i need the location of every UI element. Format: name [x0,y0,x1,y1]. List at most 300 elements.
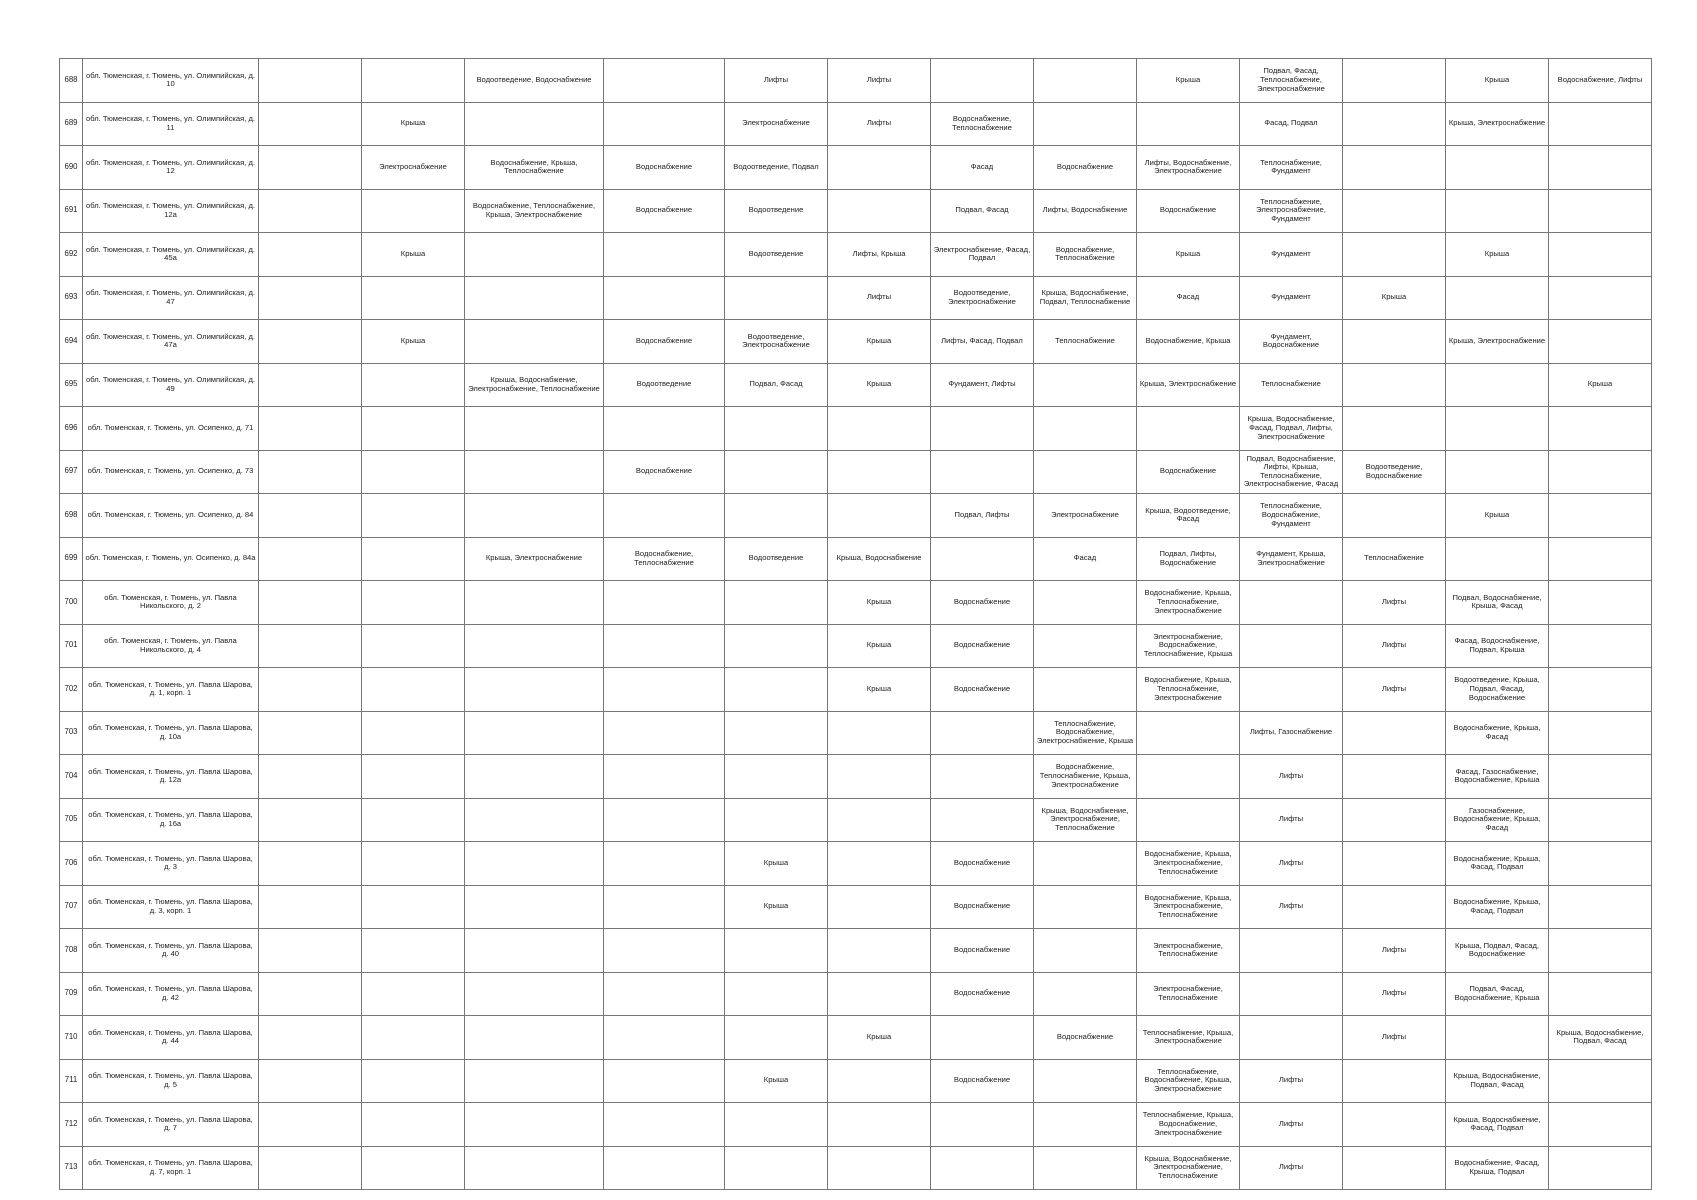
table-row [60,1103,1652,1147]
work-type-cell: Крыша, Подвал, Фасад, Водоснабжение [1446,929,1549,973]
work-type-cell: Теплоснабжение, Водоснабжение, Фундамент [1240,494,1343,538]
work-type-cell [465,842,604,886]
work-type-cell [465,320,604,364]
work-type-cell [931,450,1034,494]
work-type-cell [1137,407,1240,451]
work-type-cell: Электроснабжение [362,146,465,190]
work-type-cell: Теплоснабжение, Водоснабжение, Крыша, Электроснабжение [1137,1059,1240,1103]
work-type-cell [1549,1103,1652,1147]
row-number-cell: 704 [60,755,83,799]
row-number-cell: 693 [60,276,83,320]
work-type-cell [1549,1146,1652,1190]
work-type-cell [259,929,362,973]
table-row [60,624,1652,668]
work-type-cell [1034,59,1137,103]
work-type-cell: Крыша [362,320,465,364]
work-type-cell: Крыша [1446,59,1549,103]
table-row [60,407,1652,451]
address-cell: обл. Тюменская, г. Тюмень, ул. Олимпийская, д. 47 [83,276,259,320]
work-type-cell: Теплоснабжение [1034,320,1137,364]
work-type-cell [259,1146,362,1190]
address-cell: обл. Тюменская, г. Тюмень, ул. Осипенко, д. 73 [83,450,259,494]
work-type-cell: Крыша, Электроснабжение [1446,102,1549,146]
work-type-cell [362,711,465,755]
row-number-cell: 713 [60,1146,83,1190]
work-type-cell: Водоотведение, Электроснабжение [725,320,828,364]
work-type-cell [465,233,604,277]
work-type-cell [725,755,828,799]
work-type-cell [1034,407,1137,451]
work-type-cell: Водоотведение, Электроснабжение [931,276,1034,320]
row-number-cell: 703 [60,711,83,755]
work-type-cell [1034,102,1137,146]
work-type-cell [725,407,828,451]
work-type-cell: Водоснабжение [931,624,1034,668]
work-type-cell [1137,755,1240,799]
work-type-cell [362,798,465,842]
work-type-cell [465,102,604,146]
work-type-cell [725,711,828,755]
work-type-cell [1343,1146,1446,1190]
work-type-cell [465,581,604,625]
work-type-cell [1343,146,1446,190]
work-type-cell [259,972,362,1016]
work-type-cell: Крыша, Водоснабжение, Подвал, Фасад [1446,1059,1549,1103]
work-type-cell [828,798,931,842]
work-type-cell [931,407,1034,451]
row-number-cell: 698 [60,494,83,538]
work-type-cell: Фундамент [1240,276,1343,320]
work-type-cell [1549,842,1652,886]
address-cell: обл. Тюменская, г. Тюмень, ул. Павла Шарова, д. 42 [83,972,259,1016]
row-number-cell: 689 [60,102,83,146]
address-cell: обл. Тюменская, г. Тюмень, ул. Павла Никольского, д. 2 [83,581,259,625]
row-number-cell: 705 [60,798,83,842]
work-type-cell: Крыша, Водоснабжение, Подвал, Теплоснабжение [1034,276,1137,320]
work-type-cell [604,842,725,886]
work-type-cell: Лифты, Газоснабжение [1240,711,1343,755]
work-type-cell [1343,363,1446,407]
work-type-cell [362,972,465,1016]
work-type-cell [1343,1059,1446,1103]
address-cell: обл. Тюменская, г. Тюмень, ул. Павла Шарова, д. 44 [83,1016,259,1060]
table-row [60,929,1652,973]
work-type-cell [828,1103,931,1147]
work-type-cell [828,711,931,755]
work-type-cell [362,755,465,799]
work-type-cell [259,798,362,842]
work-type-cell: Водоснабжение, Теплоснабжение [931,102,1034,146]
work-type-cell [259,624,362,668]
work-type-cell: Лифты [1240,798,1343,842]
work-type-cell [259,1103,362,1147]
work-type-cell [465,1059,604,1103]
work-type-cell: Электроснабжение, Фасад, Подвал [931,233,1034,277]
work-type-cell [604,233,725,277]
row-number-cell: 691 [60,189,83,233]
work-type-cell [465,929,604,973]
work-type-cell: Крыша, Водоснабжение, Фасад, Подвал [1446,1103,1549,1147]
work-type-cell [259,407,362,451]
work-type-cell: Лифты [1240,842,1343,886]
work-type-cell [1549,929,1652,973]
work-type-cell [1446,276,1549,320]
work-type-cell [725,1146,828,1190]
work-type-cell [604,276,725,320]
address-cell: обл. Тюменская, г. Тюмень, ул. Павла Никольского, д. 4 [83,624,259,668]
address-cell: обл. Тюменская, г. Тюмень, ул. Олимпийская, д. 12 [83,146,259,190]
work-type-cell [1343,407,1446,451]
work-type-cell [465,1016,604,1060]
work-type-cell [725,929,828,973]
work-type-cell [1034,363,1137,407]
table-row [60,102,1652,146]
work-type-cell: Водоснабжение, Крыша, Теплоснабжение, Электроснабжение [1137,581,1240,625]
work-type-cell [1034,1103,1137,1147]
work-type-cell: Электроснабжение [725,102,828,146]
work-type-cell: Лифты [1240,885,1343,929]
row-number-cell: 701 [60,624,83,668]
work-type-cell [1343,798,1446,842]
work-type-cell [828,972,931,1016]
work-type-cell: Водоотведение [604,363,725,407]
work-type-cell: Фундамент, Крыша, Электроснабжение [1240,537,1343,581]
work-type-cell [828,929,931,973]
work-type-cell: Водоснабжение [931,1059,1034,1103]
table-row [60,798,1652,842]
work-type-cell [828,450,931,494]
work-type-cell [259,537,362,581]
work-type-cell [1343,494,1446,538]
address-cell: обл. Тюменская, г. Тюмень, ул. Павла Шарова, д. 1, корп. 1 [83,668,259,712]
work-type-cell: Лифты [1240,1103,1343,1147]
work-type-cell [604,668,725,712]
work-type-cell [259,711,362,755]
address-cell: обл. Тюменская, г. Тюмень, ул. Осипенко, д. 84 [83,494,259,538]
address-cell: обл. Тюменская, г. Тюмень, ул. Олимпийская, д. 12а [83,189,259,233]
work-type-cell [1549,450,1652,494]
work-type-cell [931,711,1034,755]
work-type-cell: Фундамент [1240,233,1343,277]
work-type-cell: Водоснабжение, Крыша, Теплоснабжение [465,146,604,190]
work-type-cell [259,363,362,407]
row-number-cell: 702 [60,668,83,712]
work-type-cell [362,450,465,494]
table-row [60,320,1652,364]
work-type-cell: Крыша [362,102,465,146]
work-type-cell: Крыша [362,233,465,277]
work-type-cell [1549,1059,1652,1103]
work-type-cell [362,276,465,320]
work-type-cell [465,755,604,799]
work-type-cell: Крыша [1343,276,1446,320]
work-type-cell [1446,363,1549,407]
work-type-cell: Крыша, Водоснабжение, Электроснабжение, Теплоснабжение [1137,1146,1240,1190]
work-type-cell [362,1059,465,1103]
work-type-cell [1343,233,1446,277]
work-type-cell [1549,755,1652,799]
work-type-cell: Фасад, Газоснабжение, Водоснабжение, Крыша [1446,755,1549,799]
work-type-cell: Водоснабжение, Крыша, Фасад, Подвал [1446,842,1549,886]
work-type-cell: Водоснабжение [931,885,1034,929]
work-type-cell: Электроснабжение, Теплоснабжение [1137,929,1240,973]
work-type-cell [604,581,725,625]
work-type-cell: Крыша, Водоснабжение, Фасад, Подвал, Лифты, Электроснабжение [1240,407,1343,451]
work-type-cell: Теплоснабжение [1240,363,1343,407]
work-type-cell [259,146,362,190]
work-type-cell: Крыша, Электроснабжение [1137,363,1240,407]
work-type-cell: Теплоснабжение, Водоснабжение, Электроснабжение, Крыша [1034,711,1137,755]
work-type-cell: Электроснабжение [1034,494,1137,538]
work-type-cell: Фасад, Водоснабжение, Подвал, Крыша [1446,624,1549,668]
work-type-cell [1343,1103,1446,1147]
work-type-cell [465,624,604,668]
work-type-cell: Газоснабжение, Водоснабжение, Крыша, Фасад [1446,798,1549,842]
work-type-cell [1549,146,1652,190]
work-type-cell [604,1146,725,1190]
repair-schedule-table [59,58,1652,1190]
work-type-cell [1446,407,1549,451]
work-type-cell: Водоснабжение, Теплоснабжение, Крыша, Электроснабжение [465,189,604,233]
address-cell: обл. Тюменская, г. Тюмень, ул. Павла Шарова, д. 5 [83,1059,259,1103]
work-type-cell: Крыша [828,363,931,407]
work-type-cell [725,972,828,1016]
work-type-cell: Водоснабжение, Лифты [1549,59,1652,103]
work-type-cell: Лифты [1343,1016,1446,1060]
address-cell: обл. Тюменская, г. Тюмень, ул. Олимпийская, д. 10 [83,59,259,103]
work-type-cell [725,450,828,494]
work-type-cell [259,450,362,494]
work-type-cell [1034,842,1137,886]
work-type-cell [604,1103,725,1147]
work-type-cell: Крыша [828,624,931,668]
work-type-cell [604,972,725,1016]
work-type-cell [259,581,362,625]
work-type-cell [259,842,362,886]
work-type-cell [1240,929,1343,973]
work-type-cell [604,798,725,842]
row-number-cell: 710 [60,1016,83,1060]
work-type-cell [362,624,465,668]
table-row [60,450,1652,494]
work-type-cell [465,798,604,842]
work-type-cell: Водоснабжение [1137,189,1240,233]
work-type-cell: Крыша [1137,233,1240,277]
table-row [60,972,1652,1016]
row-number-cell: 690 [60,146,83,190]
work-type-cell [1343,885,1446,929]
address-cell: обл. Тюменская, г. Тюмень, ул. Олимпийская, д. 11 [83,102,259,146]
work-type-cell [465,885,604,929]
work-type-cell [604,929,725,973]
table-row [60,755,1652,799]
work-type-cell [1549,972,1652,1016]
row-number-cell: 699 [60,537,83,581]
work-type-cell: Крыша [828,1016,931,1060]
work-type-cell [1034,581,1137,625]
table-row [60,668,1652,712]
work-type-cell [725,668,828,712]
work-type-cell [1240,624,1343,668]
table-row [60,1146,1652,1190]
work-type-cell: Крыша, Электроснабжение [465,537,604,581]
work-type-cell [931,755,1034,799]
address-cell: обл. Тюменская, г. Тюмень, ул. Олимпийская, д. 47а [83,320,259,364]
work-type-cell: Лифты [1240,1146,1343,1190]
work-type-cell [1549,276,1652,320]
work-type-cell [1446,189,1549,233]
work-type-cell [259,276,362,320]
work-type-cell [1446,537,1549,581]
work-type-cell: Теплоснабжение, Электроснабжение, Фундамент [1240,189,1343,233]
address-cell: обл. Тюменская, г. Тюмень, ул. Олимпийская, д. 49 [83,363,259,407]
work-type-cell [1137,711,1240,755]
work-type-cell [259,1016,362,1060]
work-type-cell: Крыша, Водоснабжение, Электроснабжение, Теплоснабжение [465,363,604,407]
work-type-cell: Водоотведение, Подвал [725,146,828,190]
work-type-cell [1343,102,1446,146]
work-type-cell [259,189,362,233]
work-type-cell [1343,189,1446,233]
work-type-cell [1137,798,1240,842]
work-type-cell: Теплоснабжение, Фундамент [1240,146,1343,190]
work-type-cell: Водоотведение [725,189,828,233]
work-type-cell: Водоотведение, Водоснабжение [465,59,604,103]
work-type-cell [604,407,725,451]
address-cell: обл. Тюменская, г. Тюмень, ул. Осипенко, д. 84а [83,537,259,581]
work-type-cell [465,276,604,320]
work-type-cell: Водоснабжение, Крыша [1137,320,1240,364]
work-type-cell: Теплоснабжение, Крыша, Электроснабжение [1137,1016,1240,1060]
work-type-cell: Водоснабжение, Фасад, Крыша, Подвал [1446,1146,1549,1190]
work-type-cell [465,1146,604,1190]
work-type-cell: Подвал, Фасад, Теплоснабжение, Электроснабжение [1240,59,1343,103]
work-type-cell: Фасад [1137,276,1240,320]
work-type-cell [1549,711,1652,755]
work-type-cell [1446,146,1549,190]
work-type-cell: Крыша [828,320,931,364]
work-type-cell [362,581,465,625]
work-type-cell [1549,233,1652,277]
row-number-cell: 707 [60,885,83,929]
work-type-cell [604,1016,725,1060]
work-type-cell: Крыша, Водоснабжение, Подвал, Фасад [1549,1016,1652,1060]
work-type-cell: Водоснабжение [604,146,725,190]
work-type-cell: Крыша [1549,363,1652,407]
work-type-cell [1240,581,1343,625]
work-type-cell [931,1016,1034,1060]
work-type-cell [362,1146,465,1190]
work-type-cell: Водоснабжение [931,668,1034,712]
work-type-cell: Крыша [828,581,931,625]
work-type-cell [1549,624,1652,668]
work-type-cell: Водоснабжение [931,581,1034,625]
work-type-cell [1549,189,1652,233]
work-type-cell [362,885,465,929]
work-type-cell: Крыша [1446,494,1549,538]
work-type-cell [1549,537,1652,581]
work-type-cell: Крыша [1446,233,1549,277]
work-type-cell [725,581,828,625]
work-type-cell [259,102,362,146]
work-type-cell [828,494,931,538]
work-type-cell [259,233,362,277]
work-type-cell: Фундамент, Водоснабжение [1240,320,1343,364]
work-type-cell: Подвал, Водоснабжение, Лифты, Крыша, Теплоснабжение, Электроснабжение, Фасад [1240,450,1343,494]
work-type-cell [604,102,725,146]
work-type-cell: Крыша [725,1059,828,1103]
address-cell: обл. Тюменская, г. Тюмень, ул. Павла Шарова, д. 40 [83,929,259,973]
work-type-cell: Крыша, Водоотведение, Фасад [1137,494,1240,538]
work-type-cell [931,537,1034,581]
work-type-cell [1034,450,1137,494]
work-type-cell: Водоснабжение [931,842,1034,886]
work-type-cell: Водоснабжение, Крыша, Теплоснабжение, Электроснабжение [1137,668,1240,712]
work-type-cell [1034,885,1137,929]
work-type-cell [1549,885,1652,929]
work-type-cell [1343,320,1446,364]
work-type-cell [362,1103,465,1147]
work-type-cell [362,1016,465,1060]
work-type-cell: Лифты, Водоснабжение, Электроснабжение [1137,146,1240,190]
work-type-cell [828,1059,931,1103]
work-type-cell [362,537,465,581]
table-row [60,59,1652,103]
work-type-cell: Крыша [725,842,828,886]
table-row [60,363,1652,407]
work-type-cell [259,1059,362,1103]
row-number-cell: 708 [60,929,83,973]
work-type-cell [1343,711,1446,755]
work-type-cell: Водоотведение, Крыша, Подвал, Фасад, Водоснабжение [1446,668,1549,712]
work-type-cell [1034,972,1137,1016]
work-type-cell [1549,102,1652,146]
work-type-cell: Водоснабжение, Теплоснабжение, Крыша, Электроснабжение [1034,755,1137,799]
work-type-cell: Водоотведение [725,537,828,581]
address-cell: обл. Тюменская, г. Тюмень, ул. Павла Шарова, д. 16а [83,798,259,842]
work-type-cell [362,842,465,886]
work-type-cell: Лифты [1343,624,1446,668]
work-type-cell [1549,581,1652,625]
row-number-cell: 712 [60,1103,83,1147]
work-type-cell: Водоснабжение, Крыша, Фасад, Подвал [1446,885,1549,929]
work-type-cell [725,494,828,538]
work-type-cell: Водоснабжение [604,320,725,364]
work-type-cell [828,1146,931,1190]
work-type-cell [362,929,465,973]
work-type-cell: Крыша [1137,59,1240,103]
work-type-cell [259,885,362,929]
work-type-cell [604,59,725,103]
work-type-cell [1034,668,1137,712]
work-type-cell [604,1059,725,1103]
row-number-cell: 706 [60,842,83,886]
work-type-cell [931,798,1034,842]
work-type-cell: Крыша [725,885,828,929]
row-number-cell: 711 [60,1059,83,1103]
work-type-cell [465,668,604,712]
work-type-cell [931,1146,1034,1190]
work-type-cell: Подвал, Фасад, Водоснабжение, Крыша [1446,972,1549,1016]
work-type-cell: Водоснабжение [1034,1016,1137,1060]
work-type-cell [1240,1016,1343,1060]
work-type-cell [725,276,828,320]
work-type-cell [1034,1059,1137,1103]
work-type-cell: Лифты [828,59,931,103]
table-row [60,494,1652,538]
address-cell: обл. Тюменская, г. Тюмень, ул. Павла Шарова, д. 7 [83,1103,259,1147]
work-type-cell: Крыша, Водоснабжение, Электроснабжение, Теплоснабжение [1034,798,1137,842]
